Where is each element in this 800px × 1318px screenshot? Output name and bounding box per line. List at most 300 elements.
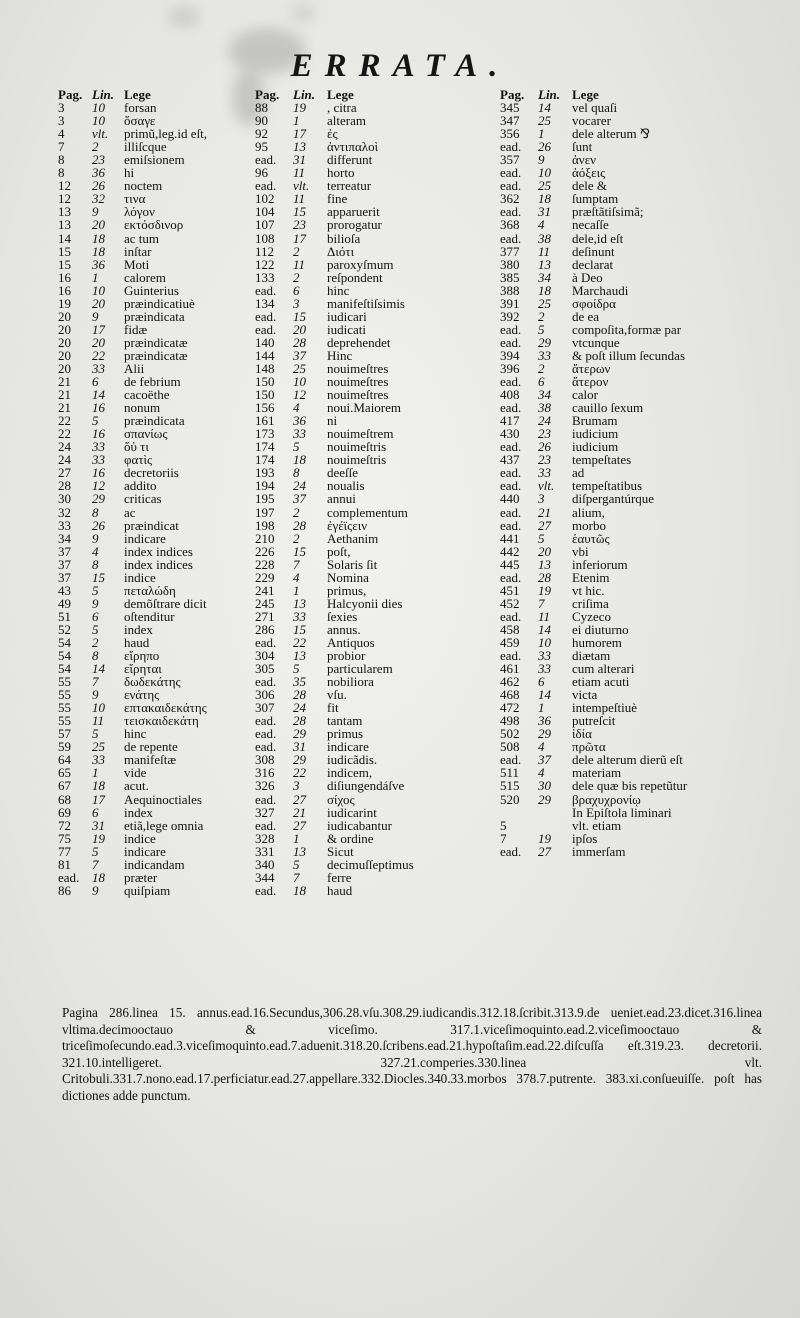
line-number: 23 [538, 426, 551, 442]
errata-row [255, 871, 487, 884]
page-number: 140 [255, 334, 275, 350]
correction-text: ad [572, 465, 585, 481]
line-number: 25 [538, 113, 551, 129]
correction-text: πεταλώδη [124, 582, 176, 598]
page-number: 286 [255, 621, 275, 637]
line-number: 6 [92, 608, 99, 624]
line-number: 2 [293, 243, 300, 259]
page-number: 72 [58, 817, 71, 833]
line-number: 18 [92, 230, 105, 246]
correction-text: vocarer [572, 113, 611, 129]
correction-text: fit [327, 700, 339, 716]
errata-row [500, 597, 788, 610]
correction-text: vbi [572, 543, 589, 559]
errata-row [255, 506, 487, 519]
line-number: 11 [293, 256, 306, 272]
correction-text: ſumptam [572, 191, 619, 207]
correction-text: Halcyonii dies [327, 595, 403, 611]
errata-row [58, 623, 274, 636]
errata-row [58, 714, 274, 727]
page-number: 104 [255, 204, 275, 220]
line-number: 32 [92, 191, 105, 207]
line-number: 27 [293, 817, 306, 833]
page-number: 3 [58, 100, 65, 116]
header-pag: Pag. [255, 87, 280, 102]
page-number: 193 [255, 465, 275, 481]
correction-text: necaſſe [572, 217, 609, 233]
page-number: 271 [255, 608, 275, 624]
page-number: 24 [58, 439, 71, 455]
correction-text: dele quæ bis repetũtur [572, 778, 688, 794]
line-number: 6 [92, 374, 99, 390]
errata-row [58, 271, 274, 284]
line-number: 31 [92, 817, 105, 833]
line-number: 13 [538, 556, 551, 572]
line-number: 20 [293, 321, 306, 337]
page-number: 357 [500, 152, 520, 168]
page-number: 81 [58, 856, 71, 872]
errata-row [500, 623, 788, 636]
correction-text: annus. [327, 621, 361, 637]
page-number: 64 [58, 752, 71, 768]
page-number: 150 [255, 387, 275, 403]
errata-row [500, 284, 788, 297]
page-number: ead. [500, 400, 522, 416]
line-number: 29 [538, 334, 551, 350]
line-number: 11 [293, 191, 306, 207]
page-number: 468 [500, 687, 520, 703]
line-number: 16 [92, 465, 105, 481]
correction-text: indice [124, 830, 156, 846]
correction-text: ἀνεν [572, 152, 597, 168]
correction-text: φατὶς [124, 452, 153, 468]
correction-text: tempeſtatibus [572, 478, 643, 494]
errata-row [255, 793, 487, 806]
line-number: 20 [92, 217, 105, 233]
line-number: 12 [92, 478, 105, 494]
correction-text: hinc [124, 726, 147, 742]
page-number: 462 [500, 674, 520, 690]
page-number: 356 [500, 126, 520, 142]
line-number: 13 [538, 256, 551, 272]
correction-text: hinc [327, 282, 350, 298]
correction-text: δωδεκάτης [124, 674, 181, 690]
correction-text: intempeſtiuè [572, 700, 637, 716]
errata-row [255, 284, 487, 297]
line-number: 31 [293, 739, 306, 755]
line-number: 5 [293, 856, 300, 872]
errata-row [58, 675, 274, 688]
page-number: 305 [255, 661, 275, 677]
correction-text: annui [327, 491, 356, 507]
line-number: 6 [92, 804, 99, 820]
errata-row [500, 793, 788, 806]
line-number: 5 [92, 582, 99, 598]
correction-text: noctem [124, 178, 163, 194]
page-number: 7 [500, 830, 507, 846]
correction-text: ενάτης [124, 687, 160, 703]
correction-text: iudicari [327, 308, 367, 324]
correction-text: ἄτερον [572, 374, 609, 390]
line-number: 10 [92, 100, 105, 116]
errata-row [255, 114, 487, 127]
page-number: 96 [255, 165, 268, 181]
correction-text: oſtenditur [124, 608, 175, 624]
errata-row [255, 558, 487, 571]
page-number: 21 [58, 400, 71, 416]
line-number: 8 [92, 556, 99, 572]
correction-text: demõſtrare dicit [124, 595, 207, 611]
page-number: 316 [255, 765, 275, 781]
correction-text: addito [124, 478, 157, 494]
errata-row [58, 153, 274, 166]
line-number: vlt. [293, 178, 310, 194]
correction-text: præindicata [124, 413, 185, 429]
line-number: 9 [538, 152, 545, 168]
page-number: 20 [58, 321, 71, 337]
correction-text: βραχυχρονίῳ [572, 791, 641, 807]
correction-text: ἀντιπαλοὶ [327, 139, 379, 155]
line-number: 14 [92, 661, 105, 677]
line-number: 2 [92, 634, 99, 650]
errata-row [255, 166, 487, 179]
line-number: 22 [293, 765, 306, 781]
line-number: 29 [92, 491, 105, 507]
page-number: 57 [58, 726, 71, 742]
correction-text: terreatur [327, 178, 372, 194]
correction-text: indicandam [124, 856, 185, 872]
page-number: 347 [500, 113, 520, 129]
errata-row [58, 545, 274, 558]
line-number: 10 [92, 282, 105, 298]
line-number: 10 [538, 634, 551, 650]
page-number: 340 [255, 856, 275, 872]
correction-text: ἀόξεις [572, 165, 606, 181]
errata-table-1 [58, 88, 274, 897]
header-lin: Lin. [538, 87, 561, 102]
page-number: 458 [500, 621, 520, 637]
correction-text: ipſos [572, 830, 598, 846]
line-number: 36 [92, 165, 105, 181]
correction-text: πρῶτα [572, 739, 606, 755]
page-number: 34 [58, 530, 71, 546]
page-number: ead. [500, 843, 522, 859]
page-number: 328 [255, 830, 275, 846]
page-number: ead. [255, 152, 277, 168]
errata-row [58, 166, 274, 179]
line-number: 7 [92, 674, 99, 690]
errata-row [255, 271, 487, 284]
line-number: 4 [538, 739, 545, 755]
header-pag: Pag. [500, 87, 525, 102]
correction-text: ac [124, 504, 136, 520]
line-number: 7 [293, 556, 300, 572]
line-number: 12 [293, 387, 306, 403]
header-lege: Lege [327, 87, 354, 102]
correction-text: iudicabantur [327, 817, 392, 833]
correction-text: iudicarint [327, 804, 377, 820]
correction-text: particularem [327, 661, 393, 677]
page-number: 13 [58, 204, 71, 220]
page-number [500, 806, 538, 819]
correction-text: εἴρηται [124, 661, 162, 677]
line-number: 5 [293, 439, 300, 455]
page-number: ead. [255, 726, 277, 742]
page-number: 388 [500, 282, 520, 298]
errata-row [58, 349, 274, 362]
line-number: 21 [538, 504, 551, 520]
correction-text: horto [327, 165, 355, 181]
page-number: 21 [58, 387, 71, 403]
errata-row [255, 532, 487, 545]
correction-text: εκτόσδινορ [124, 217, 184, 233]
errata-row [58, 492, 274, 505]
line-number: 5 [293, 661, 300, 677]
line-number: 34 [538, 387, 551, 403]
line-number: 23 [538, 452, 551, 468]
correction-text: alteram [327, 113, 366, 129]
line-number: 20 [92, 334, 105, 350]
line-number: 2 [293, 269, 300, 285]
errata-row [58, 871, 274, 884]
line-number: 18 [538, 191, 551, 207]
page-number: 75 [58, 830, 71, 846]
page-number: ead. [500, 569, 522, 585]
line-number: 33 [293, 608, 306, 624]
page-number: 148 [255, 360, 275, 376]
page-number: 15 [58, 256, 71, 272]
page-number: ead. [255, 739, 277, 755]
page-number: 377 [500, 243, 520, 259]
correction-text: etiã,lege omnia [124, 817, 204, 833]
errata-row [255, 858, 487, 871]
correction-text: & ordine [327, 830, 374, 846]
page-number: 12 [58, 178, 71, 194]
errata-row [255, 492, 487, 505]
errata-row [58, 336, 274, 349]
correction-text: decimuſſeptimus [327, 856, 414, 872]
page-number: 24 [58, 452, 71, 468]
correction-text: Antiquos [327, 634, 375, 650]
line-number: 26 [538, 439, 551, 455]
page-number: 391 [500, 295, 520, 311]
errata-row [255, 884, 487, 897]
correction-text: ac tum [124, 230, 160, 246]
line-number: 10 [92, 700, 105, 716]
page-number: 308 [255, 752, 275, 768]
page-number: 226 [255, 543, 275, 559]
page-number: 95 [255, 139, 268, 155]
line-number: 2 [538, 308, 545, 324]
errata-row [255, 779, 487, 792]
line-number: 18 [92, 243, 105, 259]
correction-text: vſu. [327, 687, 347, 703]
line-number: 33 [293, 426, 306, 442]
page-number: ead. [500, 230, 522, 246]
correction-text: τεισκαιδεκάτη [124, 713, 199, 729]
line-number: 3 [538, 491, 545, 507]
errata-row [58, 753, 274, 766]
page-number: 508 [500, 739, 520, 755]
page-number: 33 [58, 517, 71, 533]
header-lege: Lege [124, 87, 151, 102]
line-number: 31 [538, 204, 551, 220]
page-number: 20 [58, 334, 71, 350]
correction-text: etiam acuti [572, 674, 630, 690]
line-number: 29 [538, 791, 551, 807]
page-number: 21 [58, 374, 71, 390]
correction-text: apparuerit [327, 204, 380, 220]
page-number: 440 [500, 491, 520, 507]
page-number: ead. [500, 465, 522, 481]
errata-row [255, 832, 487, 845]
line-number: 14 [538, 100, 551, 116]
line-number: 5 [538, 321, 545, 337]
errata-table-3 [500, 88, 788, 858]
correction-text: poſt, [327, 543, 351, 559]
page-number: ead. [255, 282, 277, 298]
errata-row [255, 453, 487, 466]
correction-text: noualis [327, 478, 365, 494]
page-number: 108 [255, 230, 275, 246]
correction-text: de ea [572, 308, 600, 324]
line-number: 17 [293, 230, 306, 246]
page-number: 8 [58, 165, 65, 181]
page-number: ead. [500, 204, 522, 220]
errata-row [255, 545, 487, 558]
errata-row [500, 610, 788, 623]
correction-text: criticas [124, 491, 162, 507]
correction-text: forsan [124, 100, 157, 116]
errata-row [500, 297, 788, 310]
correction-text: emiſsionem [124, 152, 185, 168]
line-number: 5 [92, 726, 99, 742]
line-number: 1 [92, 765, 99, 781]
correction-text: calorem [124, 269, 166, 285]
correction-text: dele alterum ⅋ [572, 126, 650, 142]
page-number: ead. [500, 374, 522, 390]
errata-row [500, 519, 788, 532]
page-number: ead. [255, 178, 277, 194]
errata-row [255, 845, 487, 858]
correction-text: paroxyſmum [327, 256, 394, 272]
line-number: 28 [293, 517, 306, 533]
correction-text: indice [124, 569, 156, 585]
line-number: 5 [92, 843, 99, 859]
page-number: 408 [500, 387, 520, 403]
line-number: 6 [538, 674, 545, 690]
line-number: 10 [538, 165, 551, 181]
page-number: ead. [255, 308, 277, 324]
correction-text: Alii [124, 360, 145, 376]
correction-text: ferre [327, 869, 352, 885]
page-number: 417 [500, 413, 520, 429]
page-number: 437 [500, 452, 520, 468]
line-number: 8 [293, 465, 300, 481]
line-number: 13 [293, 595, 306, 611]
correction-text: compoſita,formæ par [572, 321, 682, 337]
page-number: 90 [255, 113, 268, 129]
errata-row [255, 218, 487, 231]
line-number [538, 819, 572, 832]
page-number: 304 [255, 648, 275, 664]
correction-text: humorem [572, 634, 622, 650]
errata-row [58, 479, 274, 492]
correction-text: morbo [572, 517, 606, 533]
line-number: 9 [92, 882, 99, 898]
page-number: 16 [58, 269, 71, 285]
page-number: 65 [58, 765, 71, 781]
correction-text: fine [327, 191, 348, 207]
correction-text: Διότι [327, 243, 355, 259]
errata-row [500, 819, 788, 832]
errata-row [58, 845, 274, 858]
page-number: 3 [58, 113, 65, 129]
page-number: 20 [58, 360, 71, 376]
errata-column-2 [255, 88, 487, 897]
page-number: 43 [58, 582, 71, 598]
line-number: 31 [293, 152, 306, 168]
line-number: 9 [92, 530, 99, 546]
header-lin: Lin. [293, 87, 316, 102]
page-number: 37 [58, 569, 71, 585]
page-number: 150 [255, 374, 275, 390]
line-number: 18 [538, 282, 551, 298]
page-number: 368 [500, 217, 520, 233]
page-number: 88 [255, 100, 268, 116]
line-number: 19 [538, 582, 551, 598]
correction-text: iudicium [572, 426, 619, 442]
correction-text: præindicatæ [124, 334, 188, 350]
page-number: 15 [58, 243, 71, 259]
page-number: 451 [500, 582, 520, 598]
page-number: 345 [500, 100, 520, 116]
line-number: 28 [293, 713, 306, 729]
page-number: 133 [255, 269, 275, 285]
correction-text: επτακαιδεκάτης [124, 700, 207, 716]
page-number: 385 [500, 269, 520, 285]
line-number: 13 [293, 648, 306, 664]
correction-text: vel quaſi [572, 100, 618, 116]
page-number: 16 [58, 282, 71, 298]
errata-title: ERRATA. [290, 48, 510, 84]
page-number: 380 [500, 256, 520, 272]
line-number: 35 [293, 674, 306, 690]
correction-text: Guinterius [124, 282, 179, 298]
line-number: 37 [293, 491, 306, 507]
page-number: ead. [500, 165, 522, 181]
line-number: 15 [293, 204, 306, 220]
errata-row [255, 310, 487, 323]
line-number: 24 [293, 700, 306, 716]
correction-text: ſunt [572, 139, 593, 155]
errata-row [500, 545, 788, 558]
page-number: 161 [255, 413, 275, 429]
header-pag: Pag. [58, 87, 83, 102]
correction-text: Cyzeco [572, 608, 611, 624]
errata-row [500, 845, 788, 858]
page-number: 122 [255, 256, 275, 272]
page-number: 445 [500, 556, 520, 572]
errata-table-2 [255, 88, 487, 897]
errata-row [58, 427, 274, 440]
correction-text: immerſam [572, 843, 626, 859]
line-number: 5 [538, 530, 545, 546]
page-number: 515 [500, 778, 520, 794]
line-number: 20 [92, 295, 105, 311]
line-number: 4 [538, 765, 545, 781]
correction-text: Solaris ſit [327, 556, 378, 572]
